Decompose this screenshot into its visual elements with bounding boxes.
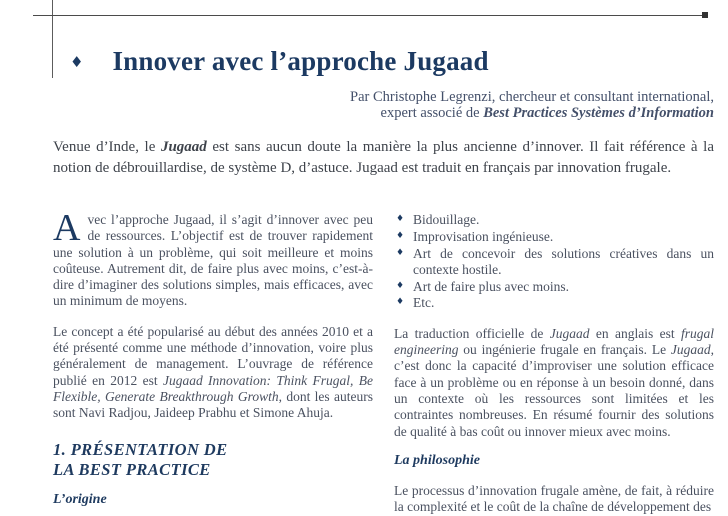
bullet-list: [394, 212, 714, 312]
paragraph: La traduction officielle de Jugaad en anglais est frugal engineering ou ingénierie frugale en français. Le Jugaad, c’est donc la capacité d’improviser une solution efficace face à un problème ou en réponse à un besoin donné, dans un contexte où les ressources sont limitées et les contraintes nombreuses. En résumé fournir des solutions de qualité à bas coût ou innover mieux avec moins.: [394, 325, 714, 439]
list-item: ♦ Art de faire plus avec moins.: [396, 278, 569, 294]
section-heading: 1. PRÉSENTATION DE LA BEST PRACTICE: [53, 439, 228, 479]
paragraph: Le concept a été popularisé au début des années 2010 et a été présenté comme une méthode d’innovation, voire plus généralement de management. L’ouvrage de référence publié en 2012 est Jugaad Innovation: Think Frugal, Be Flexible, Generate Breakthrough Growth, dont les auteurs sont Navi Radjou, Jaideep Prabhu et Simone Ahuja.: [53, 323, 374, 421]
right-column: [394, 212, 714, 516]
list-item: ♦ Art de concevoir des solutions créatives dans un contexte hostile.: [396, 245, 714, 277]
diamond-bullet-icon: ♦: [396, 214, 405, 224]
top-horizontal-rule: [33, 15, 703, 16]
diamond-bullet-icon: ♦: [70, 52, 84, 71]
rule-end-dot: [702, 12, 708, 18]
subheading-origine-cutoff: L’origine: [53, 491, 107, 507]
article-header: [70, 46, 489, 77]
article-standfirst: Venue d’Inde, le Jugaad est sans aucun doute la manière la plus ancienne d’innover. Il fait référence à la notion de débrouillardise, de système D, d’astuce. Jugaad est traduit en français par innovation frugale.: [53, 139, 714, 176]
byline-role: expert associé de Best Practices Systèmes d’Information: [380, 104, 714, 121]
left-column: [53, 207, 374, 516]
drop-cap: A: [53, 207, 81, 249]
diamond-bullet-icon: ♦: [396, 230, 405, 241]
paragraph: Avec l’approche Jugaad, il s’agit d’innover avec peu de ressources. L’objectif est de trouver rapidement une solution à un problème, qui soit meilleure et moins coûteuse. Autrement dit, de faire plus avec moins, c’est-à-dire d’imaginer des solutions simples, mais efficaces, avec un minimum de moyens.: [53, 207, 373, 309]
article-title: Innover avec l’approche Jugaad: [112, 46, 489, 76]
byline: [350, 90, 714, 121]
list-item: ♦ Improvisation ingénieuse.: [396, 228, 554, 244]
subheading-philosophie: La philosophie: [394, 452, 480, 468]
diamond-bullet-icon: ♦: [396, 297, 405, 308]
top-left-vertical-rule: [52, 0, 53, 78]
list-item: ♦ Bidouillage.: [396, 212, 480, 227]
list-item: ♦ Etc.: [396, 295, 435, 311]
paragraph-cutoff: Le processus d’innovation frugale amène, de fait, à réduire la complexité et le coût de la chaîne de développement des: [394, 483, 714, 515]
article-body: [53, 207, 714, 516]
diamond-bullet-icon: ♦: [396, 247, 405, 258]
diamond-bullet-icon: ♦: [396, 280, 405, 291]
byline-author: Par Christophe Legrenzi, chercheur et consultant international,: [350, 89, 714, 105]
